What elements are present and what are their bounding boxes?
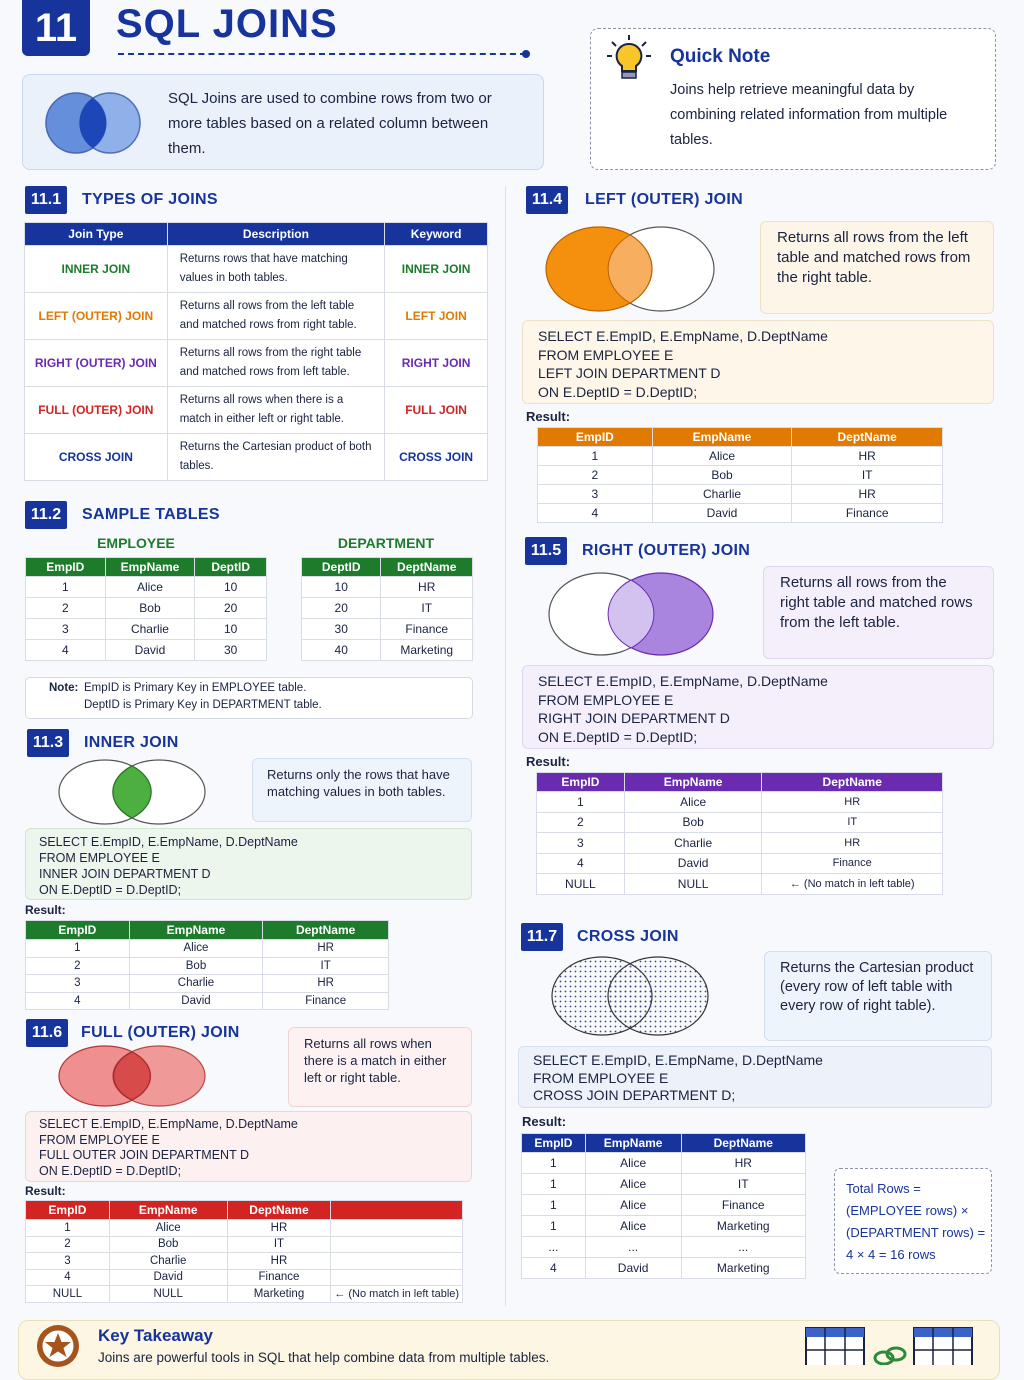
department-cell: IT bbox=[381, 598, 473, 619]
right-result-cell: 3 bbox=[537, 833, 625, 854]
inner-result-col-header: EmpName bbox=[129, 921, 263, 940]
full-result-cell: Alice bbox=[109, 1220, 227, 1237]
left-result-cell: Alice bbox=[652, 447, 792, 466]
join-type-name: RIGHT (OUTER) JOIN bbox=[25, 340, 168, 387]
inner-join-result-table bbox=[25, 920, 389, 1010]
inner-result-cell: Alice bbox=[129, 940, 263, 958]
join-type-keyword: RIGHT JOIN bbox=[385, 340, 488, 387]
full-result-cell: Charlie bbox=[109, 1253, 227, 1270]
join-type-row bbox=[25, 434, 488, 481]
full-result-cell: 1 bbox=[26, 1220, 110, 1237]
employee-cell: David bbox=[105, 640, 195, 661]
department-cell: 40 bbox=[302, 640, 381, 661]
right-result-col-header: EmpID bbox=[537, 773, 625, 792]
join-type-name: FULL (OUTER) JOIN bbox=[25, 387, 168, 434]
col-header-keyword: Keyword bbox=[385, 223, 488, 246]
cross-result-cell: Marketing bbox=[681, 1216, 806, 1237]
section-number-types: 11.1 bbox=[25, 186, 67, 214]
cross-result-cell: Marketing bbox=[681, 1258, 806, 1279]
left-result-cell: David bbox=[652, 504, 792, 523]
right-join-venn bbox=[545, 570, 717, 658]
full-join-code: SELECT E.EmpID, E.EmpName, D.DeptName FROM EMPLOYEE E FULL OUTER JOIN DEPARTMENT D ON E.DeptID = D.DeptID; bbox=[25, 1111, 472, 1182]
department-cell: HR bbox=[381, 577, 473, 598]
inner-result-cell: IT bbox=[263, 957, 389, 975]
linked-tables-icon bbox=[804, 1326, 974, 1365]
employee-cell: Bob bbox=[105, 598, 195, 619]
full-result-cell bbox=[331, 1253, 463, 1270]
right-result-cell: Charlie bbox=[624, 833, 762, 854]
cross-result-cell: 1 bbox=[522, 1174, 586, 1195]
join-type-row bbox=[25, 246, 488, 293]
total-rows-text: Total Rows = (EMPLOYEE rows) × (DEPARTMENT rows) = 4 × 4 = 16 rows bbox=[846, 1181, 986, 1262]
full-join-venn bbox=[57, 1044, 209, 1108]
left-result-col-header: EmpName bbox=[652, 428, 792, 447]
cross-result-label: Result: bbox=[522, 1114, 567, 1129]
left-result-col-header: EmpID bbox=[538, 428, 653, 447]
cross-join-code: SELECT E.EmpID, E.EmpName, D.DeptName FROM EMPLOYEE E CROSS JOIN DEPARTMENT D; bbox=[518, 1046, 992, 1108]
full-result-cell: David bbox=[109, 1269, 227, 1286]
right-join-desc: Returns all rows from the right table and matched rows from the left table. bbox=[763, 566, 994, 659]
cross-result-cell: ... bbox=[585, 1237, 681, 1258]
employee-row bbox=[26, 577, 267, 598]
right-join-result-table bbox=[536, 772, 943, 895]
right-result-row bbox=[537, 792, 943, 813]
inner-result-label: Result: bbox=[25, 903, 66, 917]
full-result-row bbox=[26, 1269, 463, 1286]
section-title-full: FULL (OUTER) JOIN bbox=[81, 1024, 240, 1041]
full-join-result-table bbox=[25, 1200, 463, 1303]
inner-result-cell: Finance bbox=[263, 992, 389, 1010]
employee-row bbox=[26, 619, 267, 640]
section-title-inner: INNER JOIN bbox=[84, 734, 179, 751]
cross-result-row bbox=[522, 1216, 806, 1237]
department-row bbox=[302, 640, 473, 661]
inner-result-cell: 1 bbox=[26, 940, 130, 958]
intro-text: SQL Joins are used to combine rows from two or more tables based on a related column between them. bbox=[168, 90, 492, 157]
left-result-cell: 3 bbox=[538, 485, 653, 504]
full-result-cell: 2 bbox=[26, 1236, 110, 1253]
cross-result-cell: ... bbox=[681, 1237, 806, 1258]
right-result-cell: Alice bbox=[624, 792, 762, 813]
full-result-col-header: DeptName bbox=[227, 1201, 331, 1220]
join-type-keyword: CROSS JOIN bbox=[385, 434, 488, 481]
join-type-description: Returns all rows from the left table and matched rows from right table. bbox=[167, 293, 384, 340]
left-result-cell: Charlie bbox=[652, 485, 792, 504]
left-result-cell: 1 bbox=[538, 447, 653, 466]
cross-result-col-header: EmpID bbox=[522, 1134, 586, 1153]
full-result-row bbox=[26, 1286, 463, 1303]
employee-cell: 1 bbox=[26, 577, 106, 598]
cross-result-cell: 1 bbox=[522, 1216, 586, 1237]
left-result-cell: IT bbox=[792, 466, 943, 485]
employee-cell: 10 bbox=[195, 577, 267, 598]
right-result-col-header: DeptName bbox=[762, 773, 943, 792]
cross-result-cell: HR bbox=[681, 1153, 806, 1174]
join-type-keyword: LEFT JOIN bbox=[385, 293, 488, 340]
left-join-venn bbox=[543, 224, 717, 314]
section-number-right: 11.5 bbox=[525, 537, 567, 565]
cross-result-cell: 4 bbox=[522, 1258, 586, 1279]
join-type-row bbox=[25, 293, 488, 340]
right-result-row bbox=[537, 874, 943, 895]
join-type-name: LEFT (OUTER) JOIN bbox=[25, 293, 168, 340]
right-result-cell: David bbox=[624, 853, 762, 874]
department-row bbox=[302, 577, 473, 598]
inner-result-col-header: DeptName bbox=[263, 921, 389, 940]
section-number-cross: 11.7 bbox=[521, 923, 563, 951]
left-result-cell: HR bbox=[792, 485, 943, 504]
col-header-description: Description bbox=[167, 223, 384, 246]
right-join-code: SELECT E.EmpID, E.EmpName, D.DeptName FROM EMPLOYEE E RIGHT JOIN DEPARTMENT D ON E.DeptID = D.DeptID; bbox=[522, 665, 994, 749]
inner-join-desc: Returns only the rows that have matching values in both tables. bbox=[252, 758, 472, 822]
cross-result-col-header: DeptName bbox=[681, 1134, 806, 1153]
employee-cell: Charlie bbox=[105, 619, 195, 640]
full-result-cell: HR bbox=[227, 1253, 331, 1270]
right-result-cell: ← (No match in left table) bbox=[762, 874, 943, 895]
employee-cell: 20 bbox=[195, 598, 267, 619]
full-result-row bbox=[26, 1220, 463, 1237]
join-type-description: Returns the Cartesian product of both tables. bbox=[167, 434, 384, 481]
department-row bbox=[302, 619, 473, 640]
right-result-row bbox=[537, 833, 943, 854]
left-result-cell: 2 bbox=[538, 466, 653, 485]
cross-result-row bbox=[522, 1174, 806, 1195]
join-type-name: INNER JOIN bbox=[25, 246, 168, 293]
full-result-cell: 3 bbox=[26, 1253, 110, 1270]
inner-join-code: SELECT E.EmpID, E.EmpName, D.DeptName FROM EMPLOYEE E INNER JOIN DEPARTMENT D ON E.DeptID = D.DeptID; bbox=[25, 828, 472, 900]
inner-result-cell: HR bbox=[263, 975, 389, 993]
full-result-cell: NULL bbox=[26, 1286, 110, 1303]
title-underline bbox=[118, 53, 526, 55]
department-row bbox=[302, 598, 473, 619]
employee-cell: 4 bbox=[26, 640, 106, 661]
full-join-desc: Returns all rows when there is a match in either left or right table. bbox=[288, 1027, 472, 1107]
note-line-1: EmpID is Primary Key in EMPLOYEE table. bbox=[84, 682, 307, 694]
cross-result-row bbox=[522, 1153, 806, 1174]
cross-result-cell: Alice bbox=[585, 1174, 681, 1195]
employee-col-header: DeptID bbox=[195, 558, 267, 577]
employee-col-header: EmpID bbox=[26, 558, 106, 577]
inner-join-venn bbox=[57, 758, 209, 826]
section-title-types: TYPES OF JOINS bbox=[82, 191, 218, 208]
cross-result-cell: Alice bbox=[585, 1216, 681, 1237]
cross-result-cell: David bbox=[585, 1258, 681, 1279]
inner-result-cell: HR bbox=[263, 940, 389, 958]
right-result-col-header: EmpName bbox=[624, 773, 762, 792]
join-type-row bbox=[25, 340, 488, 387]
section-title-right: RIGHT (OUTER) JOIN bbox=[582, 542, 751, 559]
employee-table bbox=[25, 557, 267, 661]
inner-result-cell: Bob bbox=[129, 957, 263, 975]
full-result-cell: Bob bbox=[109, 1236, 227, 1253]
right-result-cell: IT bbox=[762, 812, 943, 833]
left-result-row bbox=[538, 504, 943, 523]
full-result-cell: IT bbox=[227, 1236, 331, 1253]
join-type-description: Returns all rows from the right table and matched rows from left table. bbox=[167, 340, 384, 387]
left-result-label: Result: bbox=[526, 409, 571, 424]
left-result-col-header: DeptName bbox=[792, 428, 943, 447]
chapter-number: 11 bbox=[22, 0, 90, 56]
left-result-cell: Finance bbox=[792, 504, 943, 523]
department-cell: 20 bbox=[302, 598, 381, 619]
right-result-cell: HR bbox=[762, 792, 943, 813]
cross-join-result-table bbox=[521, 1133, 806, 1279]
column-divider bbox=[505, 186, 506, 1306]
cross-result-cell: 1 bbox=[522, 1195, 586, 1216]
inner-result-cell: 4 bbox=[26, 992, 130, 1010]
right-result-cell: 1 bbox=[537, 792, 625, 813]
employee-cell: 10 bbox=[195, 619, 267, 640]
full-result-cell bbox=[331, 1236, 463, 1253]
inner-result-row bbox=[26, 940, 389, 958]
right-result-cell: NULL bbox=[624, 874, 762, 895]
cross-result-row bbox=[522, 1195, 806, 1216]
employee-cell: Alice bbox=[105, 577, 195, 598]
note-line-2: DeptID is Primary Key in DEPARTMENT table. bbox=[84, 699, 322, 711]
department-table bbox=[301, 557, 473, 661]
col-header-join-type: Join Type bbox=[25, 223, 168, 246]
full-result-cell: HR bbox=[227, 1220, 331, 1237]
full-result-cell bbox=[331, 1269, 463, 1286]
left-result-row bbox=[538, 447, 943, 466]
right-result-row bbox=[537, 812, 943, 833]
left-join-desc: Returns all rows from the left table and matched rows from the right table. bbox=[760, 221, 994, 314]
full-result-cell: Marketing bbox=[227, 1286, 331, 1303]
inner-result-row bbox=[26, 957, 389, 975]
section-number-full: 11.6 bbox=[26, 1019, 68, 1047]
right-result-cell: Bob bbox=[624, 812, 762, 833]
department-col-header: DeptID bbox=[302, 558, 381, 577]
inner-result-cell: David bbox=[129, 992, 263, 1010]
cross-result-row bbox=[522, 1237, 806, 1258]
intro-venn-icon bbox=[40, 92, 146, 154]
right-result-cell: NULL bbox=[537, 874, 625, 895]
left-result-cell: Bob bbox=[652, 466, 792, 485]
full-result-cell: Finance bbox=[227, 1269, 331, 1286]
full-result-col-header: EmpName bbox=[109, 1201, 227, 1220]
inner-result-row bbox=[26, 992, 389, 1010]
department-cell: Marketing bbox=[381, 640, 473, 661]
note-label: Note: bbox=[49, 682, 79, 694]
full-result-col-header: EmpID bbox=[26, 1201, 110, 1220]
department-col-header: DeptName bbox=[381, 558, 473, 577]
section-title-sample: SAMPLE TABLES bbox=[82, 506, 220, 523]
cross-result-cell: IT bbox=[681, 1174, 806, 1195]
left-result-cell: HR bbox=[792, 447, 943, 466]
cross-result-col-header: EmpName bbox=[585, 1134, 681, 1153]
full-result-cell: ← (No match in left table) bbox=[331, 1286, 463, 1303]
lightbulb-icon bbox=[606, 34, 652, 84]
department-cell: 30 bbox=[302, 619, 381, 640]
inner-result-cell: 3 bbox=[26, 975, 130, 993]
join-type-keyword: INNER JOIN bbox=[385, 246, 488, 293]
section-title-left: LEFT (OUTER) JOIN bbox=[585, 191, 743, 208]
employee-cell: 3 bbox=[26, 619, 106, 640]
full-result-col-header bbox=[331, 1201, 463, 1220]
inner-result-row bbox=[26, 975, 389, 993]
cross-join-venn bbox=[548, 954, 712, 1038]
cross-result-cell: Alice bbox=[585, 1195, 681, 1216]
department-cell: 10 bbox=[302, 577, 381, 598]
page-title: SQL JOINS bbox=[116, 2, 338, 46]
left-result-row bbox=[538, 485, 943, 504]
department-table-title: DEPARTMENT bbox=[337, 535, 435, 551]
join-type-description: Returns all rows when there is a match in either left or right table. bbox=[167, 387, 384, 434]
full-result-cell: 4 bbox=[26, 1269, 110, 1286]
employee-col-header: EmpName bbox=[105, 558, 195, 577]
join-types-table bbox=[24, 222, 488, 481]
right-result-cell: 2 bbox=[537, 812, 625, 833]
full-result-cell bbox=[331, 1220, 463, 1237]
department-cell: Finance bbox=[381, 619, 473, 640]
title-underline-dot bbox=[522, 50, 530, 58]
join-type-description: Returns rows that have matching values in both tables. bbox=[167, 246, 384, 293]
cross-join-desc: Returns the Cartesian product (every row of left table with every row of right table). bbox=[764, 951, 992, 1041]
cross-result-cell: ... bbox=[522, 1237, 586, 1258]
section-number-sample: 11.2 bbox=[25, 501, 67, 529]
right-result-cell: HR bbox=[762, 833, 943, 854]
left-result-row bbox=[538, 466, 943, 485]
join-type-row bbox=[25, 387, 488, 434]
full-result-label: Result: bbox=[25, 1184, 66, 1198]
full-result-row bbox=[26, 1236, 463, 1253]
section-number-inner: 11.3 bbox=[27, 729, 69, 757]
join-type-name: CROSS JOIN bbox=[25, 434, 168, 481]
employee-cell: 30 bbox=[195, 640, 267, 661]
takeaway-text: Joins are powerful tools in SQL that help combine data from multiple tables. bbox=[98, 1350, 550, 1365]
section-title-cross: CROSS JOIN bbox=[577, 928, 679, 945]
right-result-label: Result: bbox=[526, 754, 571, 769]
join-type-keyword: FULL JOIN bbox=[385, 387, 488, 434]
left-join-code: SELECT E.EmpID, E.EmpName, D.DeptName FROM EMPLOYEE E LEFT JOIN DEPARTMENT D ON E.DeptID = D.DeptID; bbox=[522, 320, 994, 404]
section-number-left: 11.4 bbox=[526, 186, 568, 214]
cross-result-cell: Alice bbox=[585, 1153, 681, 1174]
employee-cell: 2 bbox=[26, 598, 106, 619]
cross-result-cell: Finance bbox=[681, 1195, 806, 1216]
left-join-result-table bbox=[537, 427, 943, 523]
inner-result-cell: 2 bbox=[26, 957, 130, 975]
right-result-cell: Finance bbox=[762, 853, 943, 874]
left-result-cell: 4 bbox=[538, 504, 653, 523]
employee-row bbox=[26, 640, 267, 661]
employee-table-title: EMPLOYEE bbox=[97, 535, 175, 551]
inner-result-cell: Charlie bbox=[129, 975, 263, 993]
employee-row bbox=[26, 598, 267, 619]
quick-note-title: Quick Note bbox=[670, 46, 771, 67]
full-result-cell: NULL bbox=[109, 1286, 227, 1303]
quick-note-text: Joins help retrieve meaningful data by combining related information from multiple tables. bbox=[670, 82, 948, 148]
full-result-row bbox=[26, 1253, 463, 1270]
cross-result-row bbox=[522, 1258, 806, 1279]
right-result-cell: 4 bbox=[537, 853, 625, 874]
cross-result-cell: 1 bbox=[522, 1153, 586, 1174]
star-badge-icon bbox=[36, 1324, 80, 1368]
inner-result-col-header: EmpID bbox=[26, 921, 130, 940]
takeaway-title: Key Takeaway bbox=[98, 1326, 213, 1345]
right-result-row bbox=[537, 853, 943, 874]
